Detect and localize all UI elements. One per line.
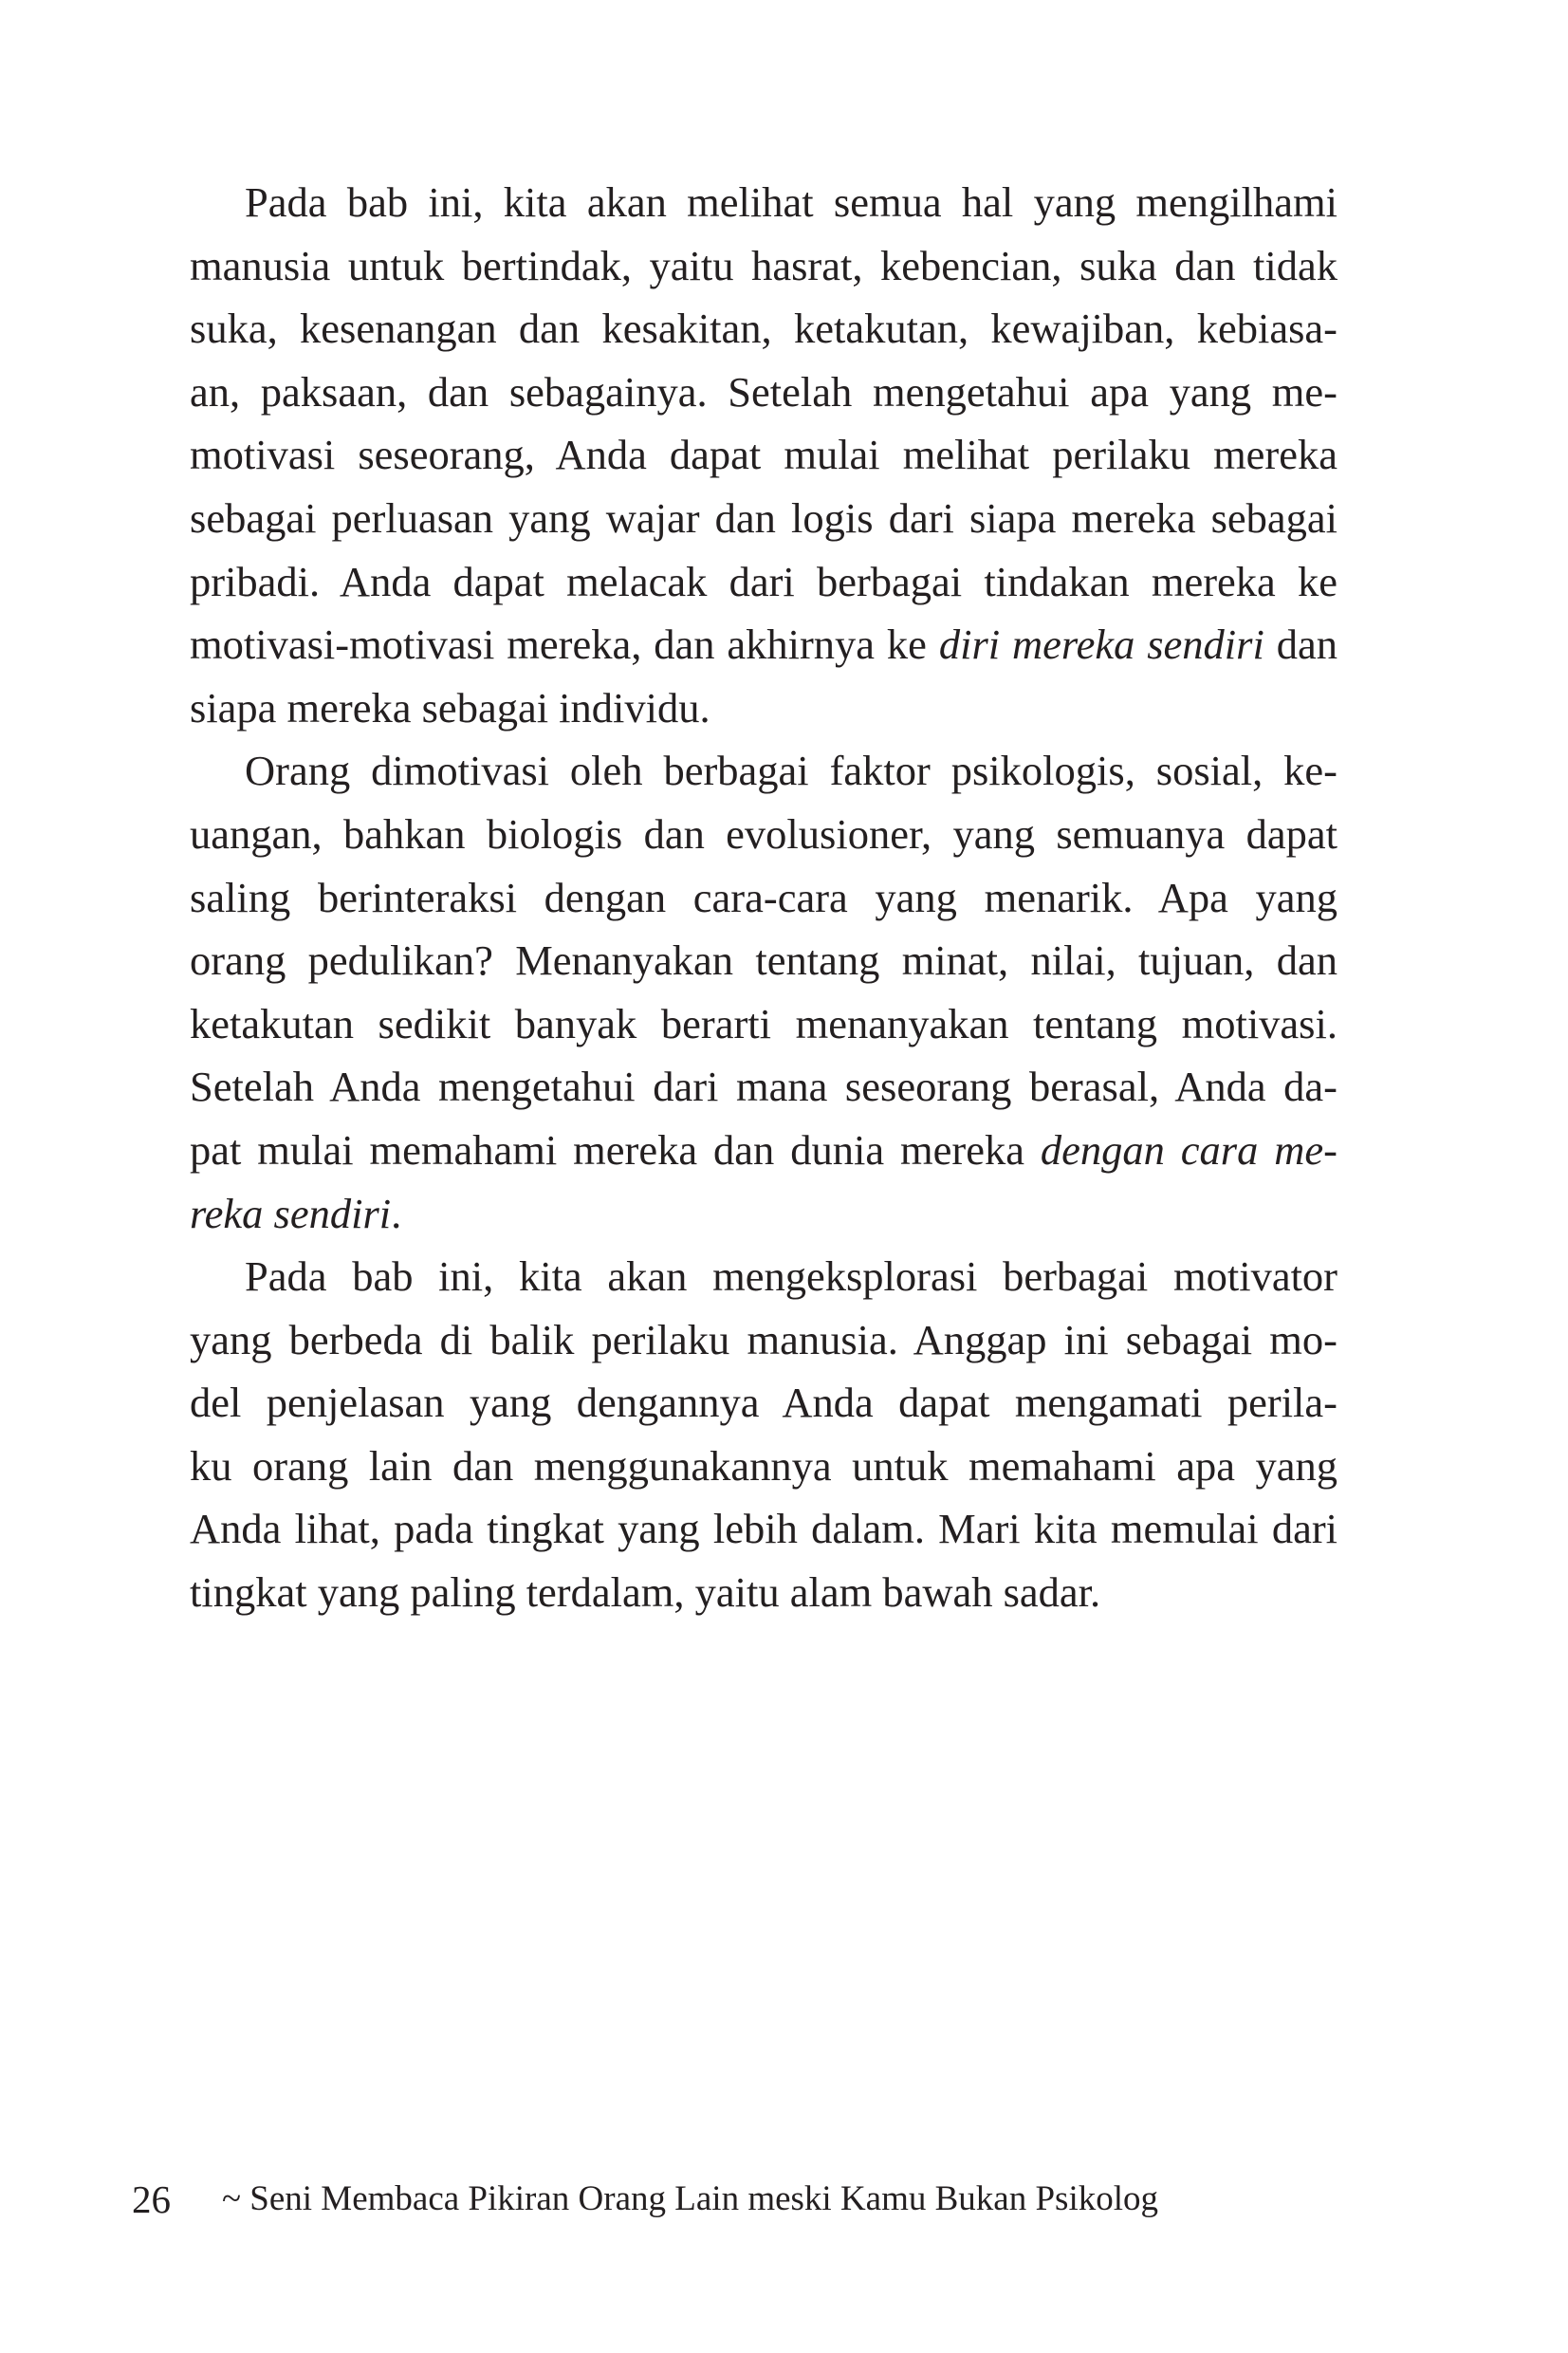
body-text	[190, 171, 1337, 1624]
paragraph-1-line-5: motivasi seseorang, Anda dapat mulai melihat perilaku mereka	[190, 431, 1337, 479]
paragraph-1-line-3: suka, kesenangan dan kesakitan, ketakutan, kewajiban, kebiasa-	[190, 305, 1337, 353]
paragraph-1-line-6: sebagai perluasan yang wajar dan logis dari siapa mereka sebagai	[190, 493, 1337, 542]
paragraph-2-line-1: Orang dimotivasi oleh berbagai faktor psikologis, sosial, ke-	[245, 747, 1337, 795]
paragraph-1-line-4: an, paksaan, dan sebagainya. Setelah mengetahui apa yang me-	[190, 367, 1337, 416]
paragraph-3-line-2: yang berbeda di balik perilaku manusia. Anggap ini sebagai mo-	[190, 1315, 1337, 1363]
paragraph-1-line-8	[190, 613, 1337, 676]
paragraph-1-line-8-text: motivasi-motivasi mereka, dan akhirnya ke	[190, 621, 939, 669]
paragraph-1	[190, 171, 1337, 739]
paragraph-3-line-1: Pada bab ini, kita akan mengeksplorasi berbagai motivator	[245, 1252, 1337, 1301]
paragraph-1-line-9: siapa mereka sebagai individu.	[190, 683, 710, 732]
paragraph-2-line-3: saling berinteraksi dengan cara-cara yang menarik. Apa yang	[190, 873, 1337, 921]
paragraph-3-line-4: ku orang lain dan menggunakannya untuk memahami apa yang	[190, 1441, 1337, 1490]
emphasis-dengan-cara-mereka: dengan cara me-	[1040, 1125, 1337, 1174]
paragraph-3-line-5: Anda lihat, pada tingkat yang lebih dalam. Mari kita memulai dari	[190, 1505, 1337, 1553]
paragraph-1-line-2: manusia untuk bertindak, yaitu hasrat, kebencian, suka dan tidak	[190, 241, 1337, 289]
emphasis-diri-mereka-sendiri: diri mereka sendiri	[938, 621, 1264, 669]
paragraph-2-line-5: ketakutan sedikit banyak berarti menanyakan tentang motivasi.	[190, 999, 1337, 1047]
paragraph-2-line-7-text: pat mulai memahami mereka dan dunia mereka	[190, 1125, 1041, 1174]
paragraph-1-line-7: pribadi. Anda dapat melacak dari berbagai tindakan mereka ke	[190, 557, 1337, 605]
paragraph-2-line-7	[190, 1119, 1337, 1182]
paragraph-2-line-8	[190, 1182, 1337, 1246]
paragraph-1-line-8-end: dan	[1264, 621, 1337, 669]
paragraph-2	[190, 739, 1337, 1245]
paragraph-2-line-8-end: .	[391, 1189, 402, 1237]
paragraph-3	[190, 1245, 1337, 1624]
page-number: 26	[132, 2177, 171, 2221]
paragraph-2-line-2: uangan, bahkan biologis dan evolusioner, yang semuanya dapat	[190, 809, 1337, 858]
paragraph-1-line-1: Pada bab ini, kita akan melihat semua hal yang mengilhami	[245, 178, 1337, 226]
emphasis-reka-sendiri: reka sendiri	[190, 1189, 392, 1237]
paragraph-3-line-3: del penjelasan yang dengannya Anda dapat mengamati perila-	[190, 1379, 1337, 1427]
paragraph-3-line-6: tingkat yang paling terdalam, yaitu alam bawah sadar.	[190, 1568, 1101, 1617]
page-footer	[132, 2171, 1270, 2228]
running-title: ~ Seni Membaca Pikiran Orang Lain meski Kamu Bukan Psikolog	[222, 2179, 1159, 2218]
paragraph-2-line-4: orang pedulikan? Menanyakan tentang minat, nilai, tujuan, dan	[190, 936, 1337, 985]
paragraph-2-line-6: Setelah Anda mengetahui dari mana seseorang berasal, Anda da-	[190, 1063, 1337, 1111]
